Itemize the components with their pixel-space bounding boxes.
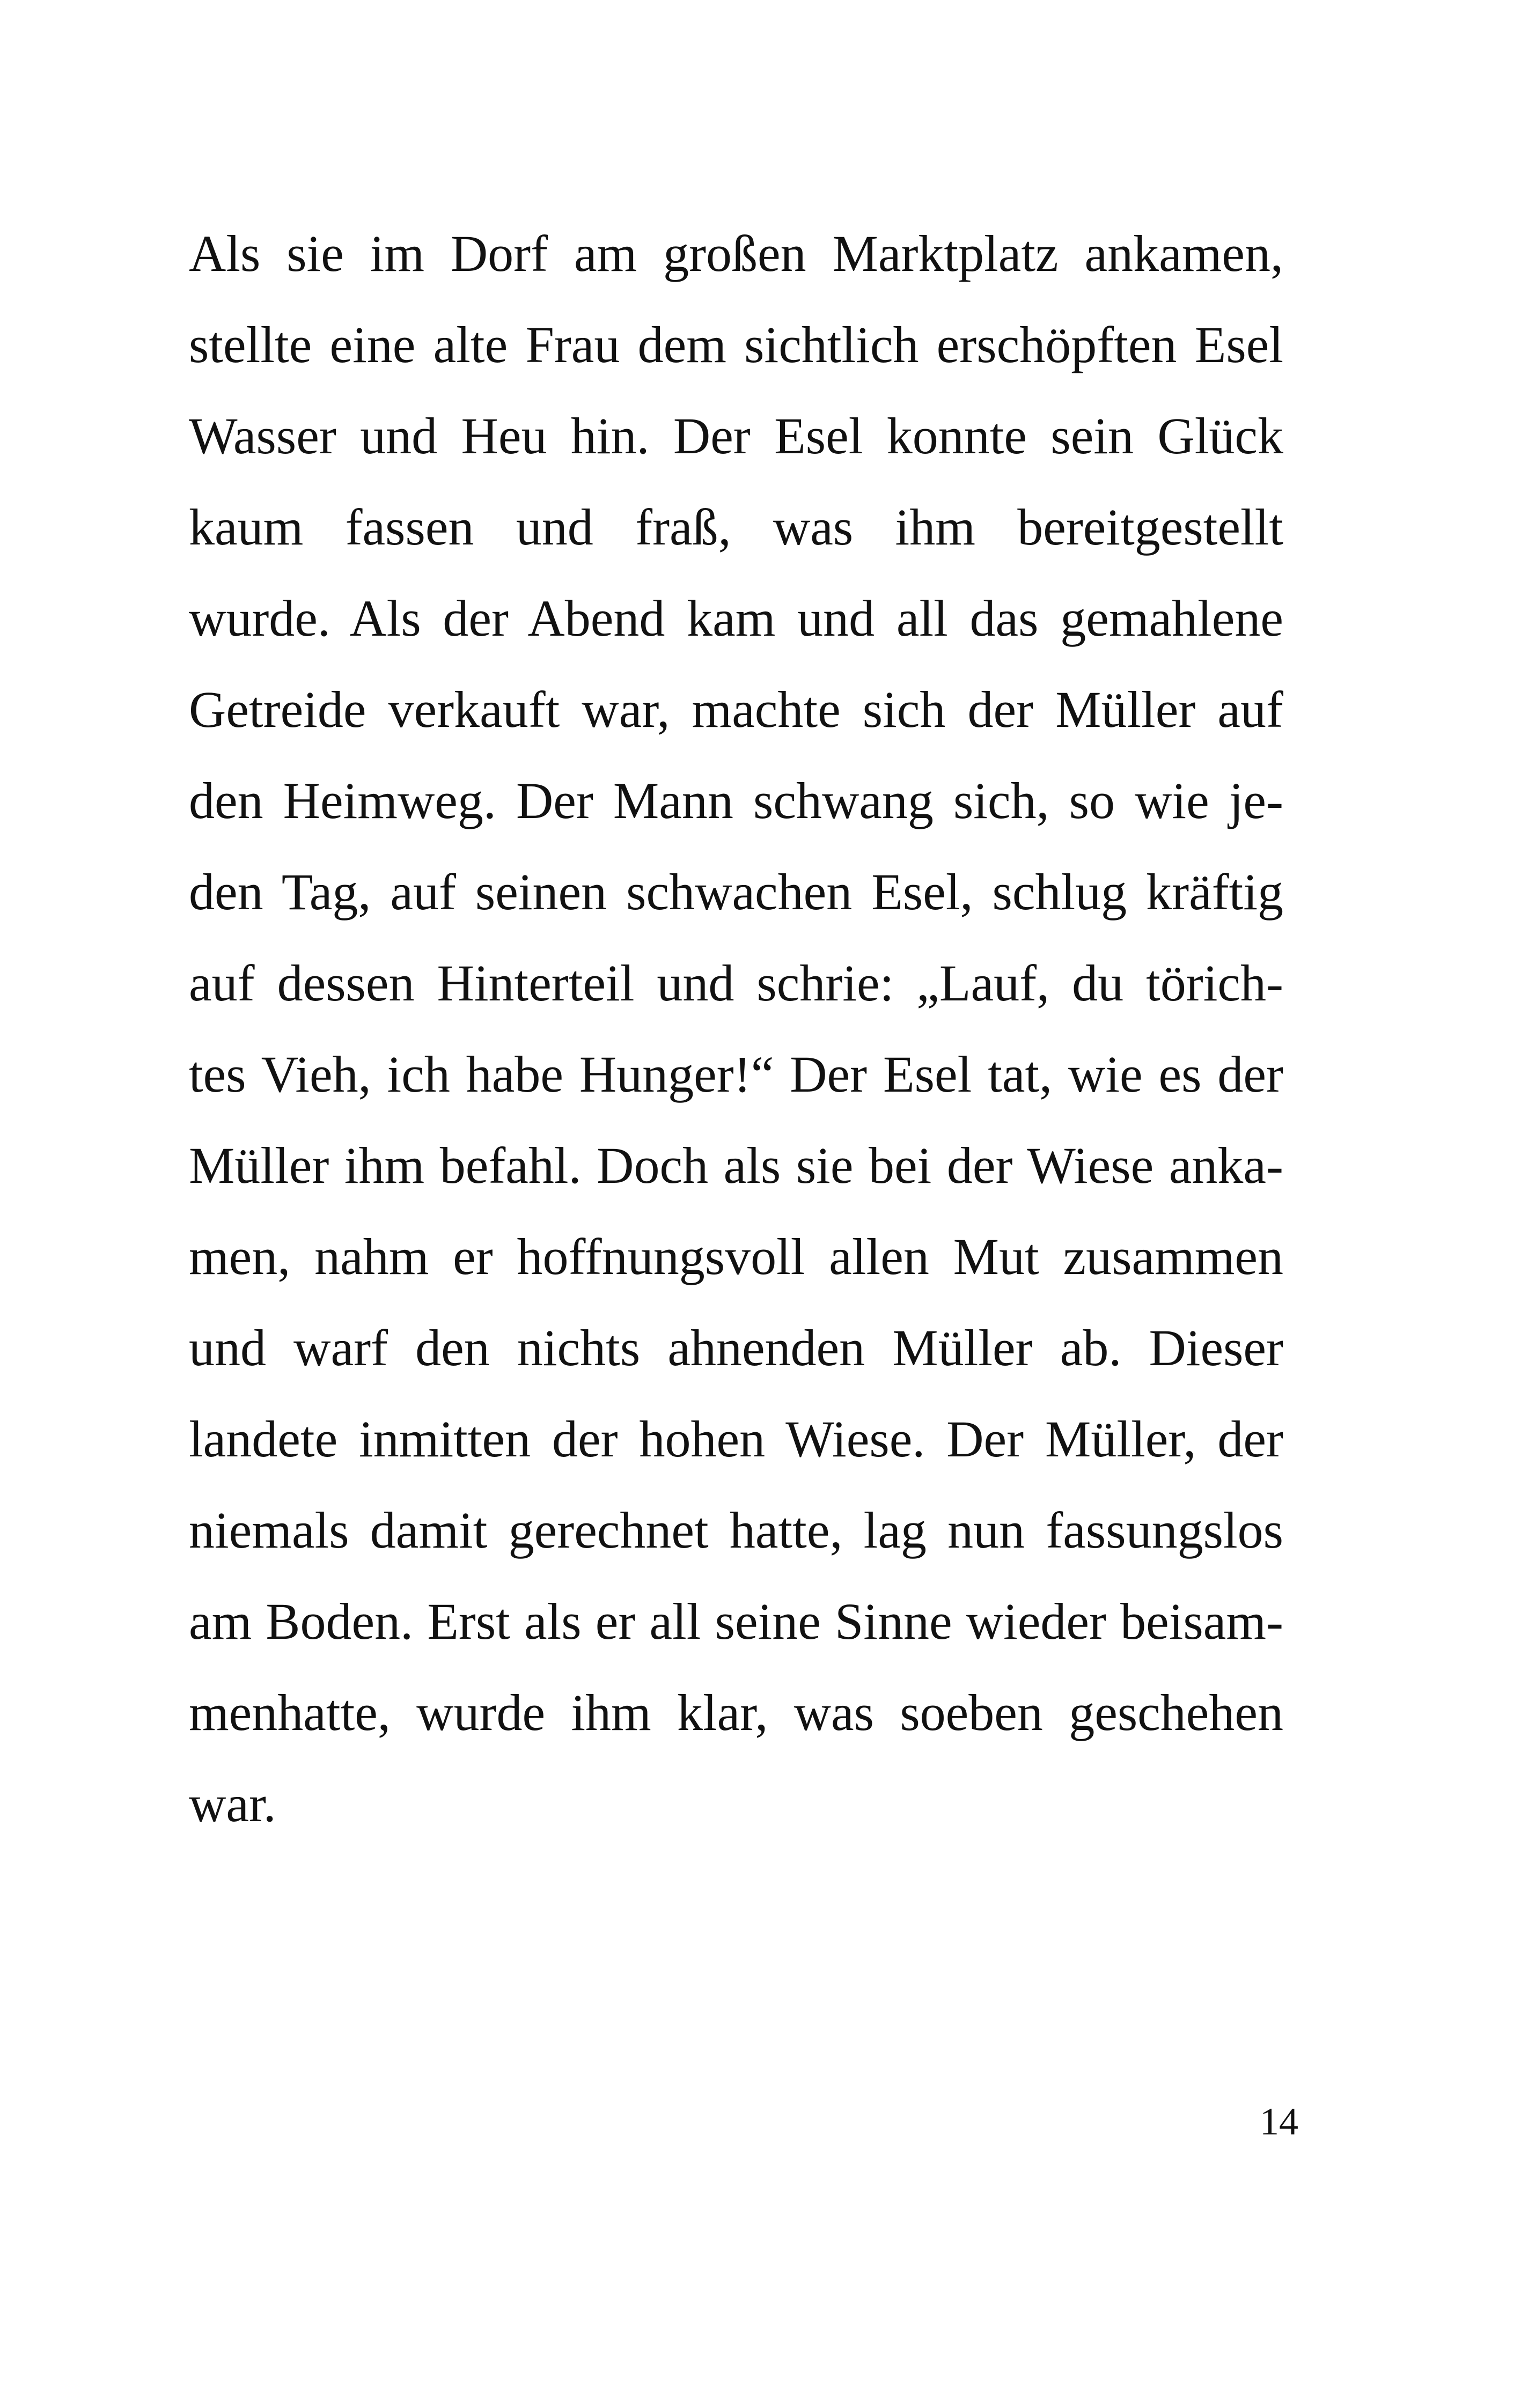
text-line: auf dessen Hinterteil und schrie: „Lauf, du törich-	[189, 954, 1283, 1012]
page-number: 14	[1260, 2100, 1298, 2143]
text-line: Getreide verkauft war, machte sich der Müller auf	[189, 681, 1283, 738]
text-line: wurde. Als der Abend kam und all das gemahlene	[189, 590, 1283, 647]
text-line: den Heimweg. Der Mann schwang sich, so wie je-	[189, 772, 1283, 829]
text-line: tes Vieh, ich habe Hunger!“ Der Esel tat, wie es der	[189, 1045, 1283, 1103]
text-line: menhatte, wurde ihm klar, was soeben geschehen	[189, 1684, 1283, 1741]
text-line: Müller ihm befahl. Doch als sie bei der Wiese anka-	[189, 1137, 1283, 1194]
text-line: und warf den nichts ahnenden Müller ab. Dieser	[189, 1319, 1283, 1376]
text-line: niemals damit gerechnet hatte, lag nun fassungslos	[189, 1501, 1283, 1559]
body-text	[189, 208, 1283, 1850]
text-line: den Tag, auf seinen schwachen Esel, schlug kräftig	[189, 863, 1283, 921]
text-line: Wasser und Heu hin. Der Esel konnte sein Glück	[189, 407, 1283, 465]
text-line: stellte eine alte Frau dem sichtlich erschöpften Esel	[189, 316, 1283, 373]
text-line: kaum fassen und fraß, was ihm bereitgestellt	[189, 498, 1283, 556]
text-line: Als sie im Dorf am großen Marktplatz ankamen,	[189, 225, 1283, 282]
text-line: am Boden. Erst als er all seine Sinne wieder beisam-	[189, 1593, 1283, 1650]
text-line: men, nahm er hoffnungsvoll allen Mut zusammen	[189, 1228, 1283, 1285]
text-line: war.	[189, 1775, 276, 1832]
text-line: landete inmitten der hohen Wiese. Der Müller, der	[189, 1410, 1283, 1468]
